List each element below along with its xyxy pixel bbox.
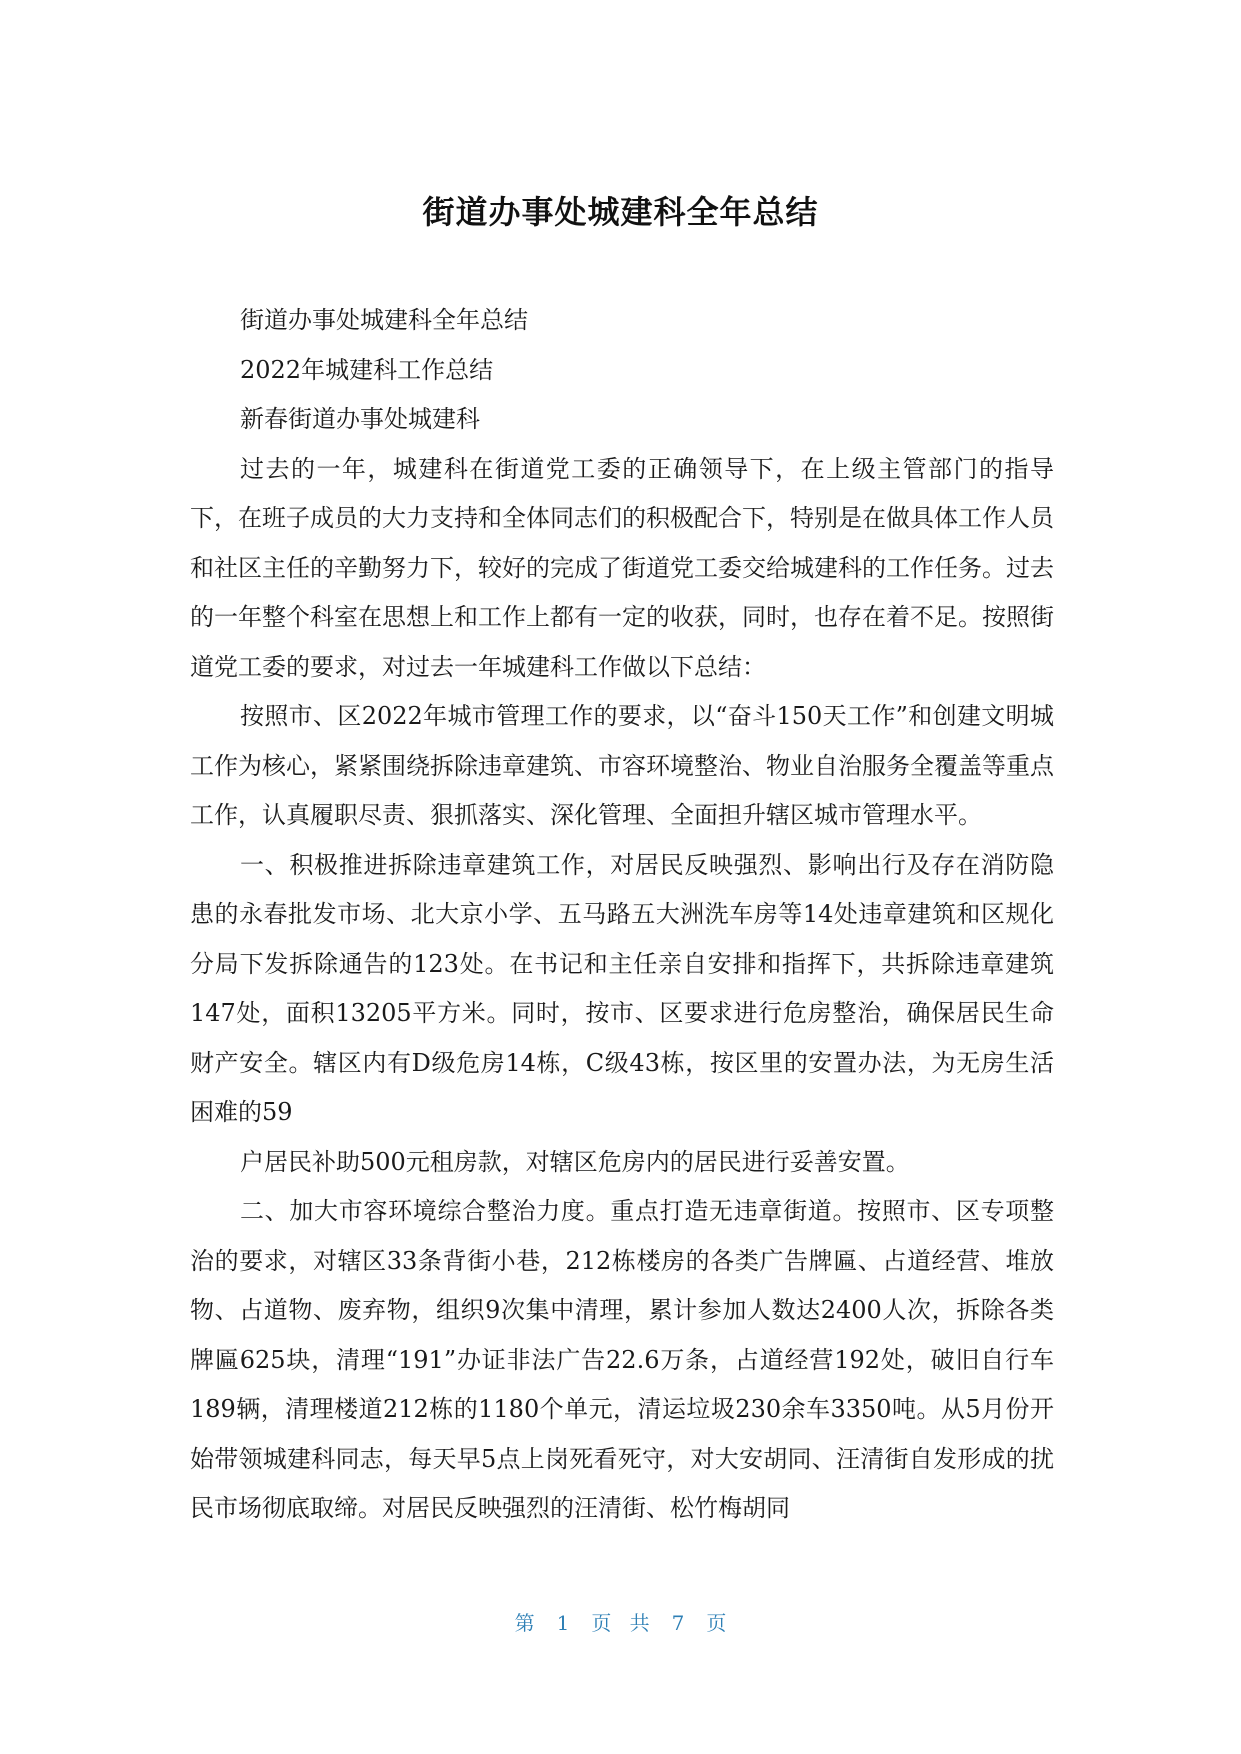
paragraph-section-1: 一、积极推进拆除违章建筑工作，对居民反映强烈、影响出行及存在消防隐患的永春批发市场、北大京小学、五马路五大洲洗车房等14处违章建筑和区规化分局下发拆除通告的123处。在书记和主任亲自安排和指挥下，共拆除违章建筑147处，面积13205平方米。同时，按市、区要求进行危房整治，确保居民生命财产安全。辖区内有D级危房14栋，C级43栋，按区里的安置办法，为无房生活困难的59 — [190, 850, 1054, 1126]
paragraph-author: 新春街道办事处城建科 — [240, 405, 480, 433]
document-title: 街道办事处城建科全年总结 — [422, 193, 819, 231]
footer-label-pages: 页 — [706, 1611, 727, 1635]
paragraph-section-2: 二、加大市容环境综合整治力度。重点打造无违章街道。按照市、区专项整治的要求，对辖区33条背街小巷，212栋楼房的各类广告牌匾、占道经营、堆放物、占道物、废弃物，组织9次集中清理，累计参加人数达2400人次，拆除各类牌匾625块，清理“191”办证非法广告22.6万条，占道经营192处，破旧自行车189辆，清理楼道212栋的1180个单元，清运垃圾230余车3350吨。从5月份开始带领城建科同志，每天早5点上岗死看死守，对大安胡同、汪清街自发形成的扰民市场彻底取缔。对居民反映强烈的汪清街、松竹梅胡同 — [190, 1197, 1054, 1522]
footer-label-of: 页 共 — [591, 1611, 650, 1635]
paragraph-subtitle: 2022年城建科工作总结 — [240, 355, 494, 384]
paragraph-overview: 按照市、区2022年城市管理工作的要求，以“奋斗150天工作”和创建文明城工作为核心，紧紧围绕拆除违章建筑、市容环境整治、物业自治服务全覆盖等重点工作，认真履职尽责、狠抓落实、深化管理、全面担升辖区城市管理水平。 — [190, 702, 1054, 829]
paragraph-intro: 过去的一年，城建科在街道党工委的正确领导下，在上级主管部门的指导下，在班子成员的大力支持和全体同志们的积极配合下，特别是在做具体工作人员和社区主任的辛勤努力下，较好的完成了街道党工委交给城建科的工作任务。过去的一年整个科室在思想上和工作上都有一定的收获，同时，也存在着不足。按照街道党工委的要求，对过去一年城建科工作做以下总结： — [190, 454, 1054, 681]
footer-total-pages: 7 — [671, 1611, 685, 1635]
document-body — [190, 296, 1054, 1534]
paragraph-heading-repeat: 街道办事处城建科全年总结 — [240, 306, 528, 334]
footer-label-page: 第 — [514, 1611, 535, 1635]
footer-current-page: 1 — [556, 1611, 570, 1635]
page-number-footer — [0, 1608, 1241, 1638]
paragraph-section-1-cont: 户居民补助500元租房款，对辖区危房内的居民进行妥善安置。 — [240, 1147, 910, 1176]
